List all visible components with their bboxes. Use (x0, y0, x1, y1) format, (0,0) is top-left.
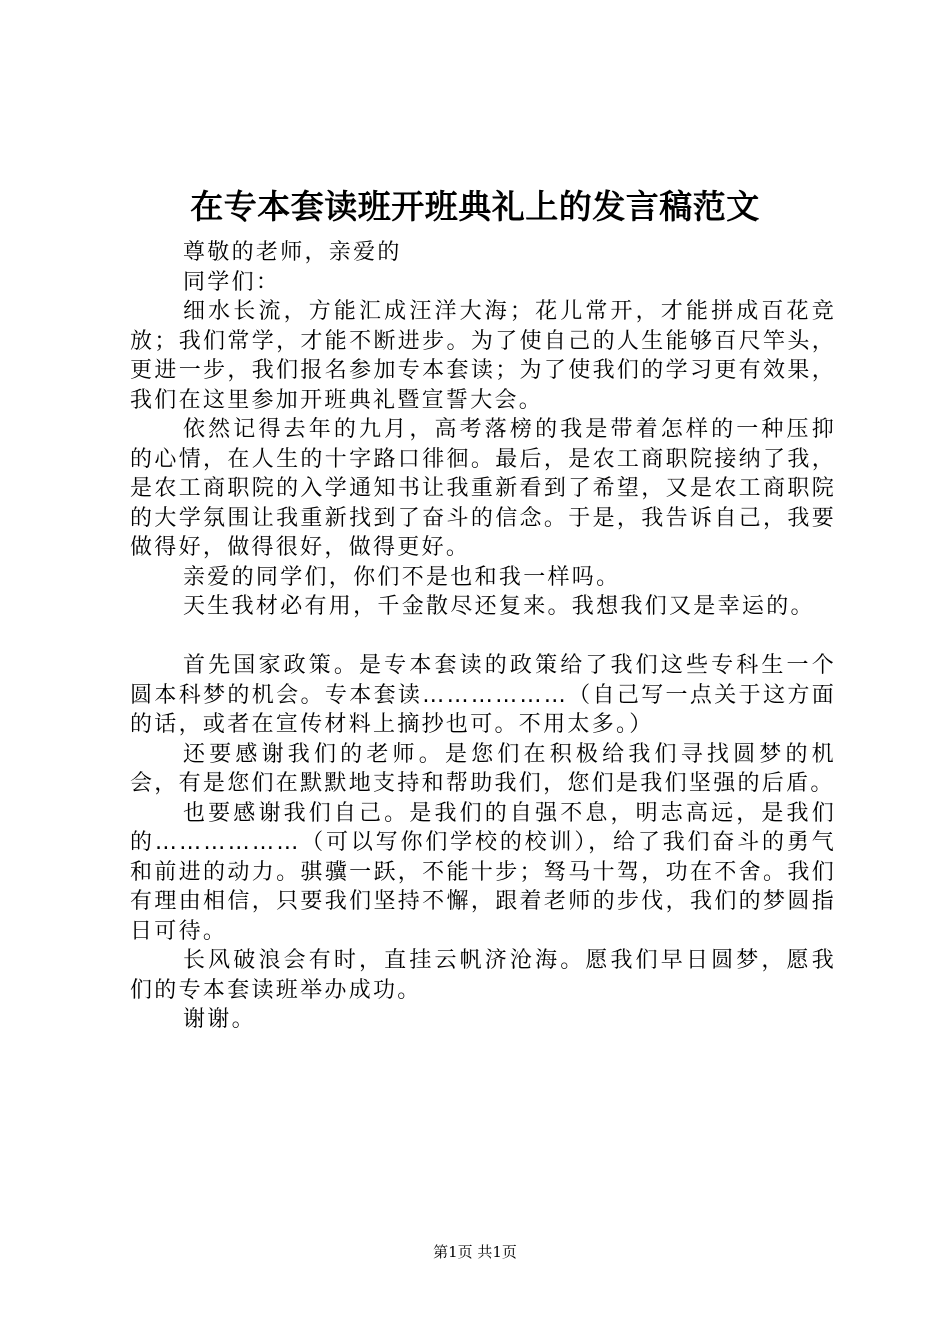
paragraph-salutation: 尊敬的老师，亲爱的 (183, 240, 402, 265)
paragraph-4: 天生我材必有用，千金散尽还复来。我想我们又是幸运的。 (183, 594, 815, 619)
document-body (130, 238, 836, 1035)
paragraph-2: 依然记得去年的九月，高考落榜的我是带着怎样的一种压抑的心情，在人生的十字路口徘徊。最后，是农工商职院接纳了我，是农工商职院的入学通知书让我重新看到了希望，又是农工商职院的大学氛围让我重新找到了奋斗的信念。于是，我告诉自己，我要做得好，做得很好，做得更好。 (130, 417, 836, 560)
paragraph-6: 还要感谢我们的老师。是您们在积极给我们寻找圆梦的机会，有是您们在默默地支持和帮助我们，您们是我们坚强的后盾。 (130, 741, 836, 796)
paragraph-5: 首先国家政策。是专本套读的政策给了我们这些专科生一个圆本科梦的机会。专本套读………………（自己写一点关于这方面的话，或者在宣传材料上摘抄也可。不用太多。） (130, 653, 836, 737)
paragraph-8: 长风破浪会有时，直挂云帆济沧海。愿我们早日圆梦，愿我们的专本套读班举办成功。 (130, 948, 836, 1003)
paragraph-1: 细水长流，方能汇成汪洋大海；花儿常开，才能拼成百花竞放；我们常学，才能不断进步。为了使自己的人生能够百尺竿头，更进一步，我们报名参加专本套读；为了使我们的学习更有效果，我们在这里参加开班典礼暨宣誓大会。 (130, 299, 836, 413)
page-footer: 第1页 共1页 (433, 1243, 517, 1261)
paragraph-closing: 谢谢。 (183, 1007, 256, 1032)
paragraph-7: 也要感谢我们自己。是我们的自强不息，明志高远，是我们的………………（可以写你们学校的校训），给了我们奋斗的勇气和前进的动力。骐骥一跃，不能十步；驽马十驾，功在不舍。我们有理由相信，只要我们坚持不懈，跟着老师的步伐，我们的梦圆指日可待。 (130, 800, 836, 944)
document-title: 在专本套读班开班典礼上的发言稿范文 (190, 187, 760, 226)
paragraph-3: 亲爱的同学们，你们不是也和我一样吗。 (183, 564, 621, 590)
paragraph-salutation-2: 同学们： (183, 269, 281, 295)
